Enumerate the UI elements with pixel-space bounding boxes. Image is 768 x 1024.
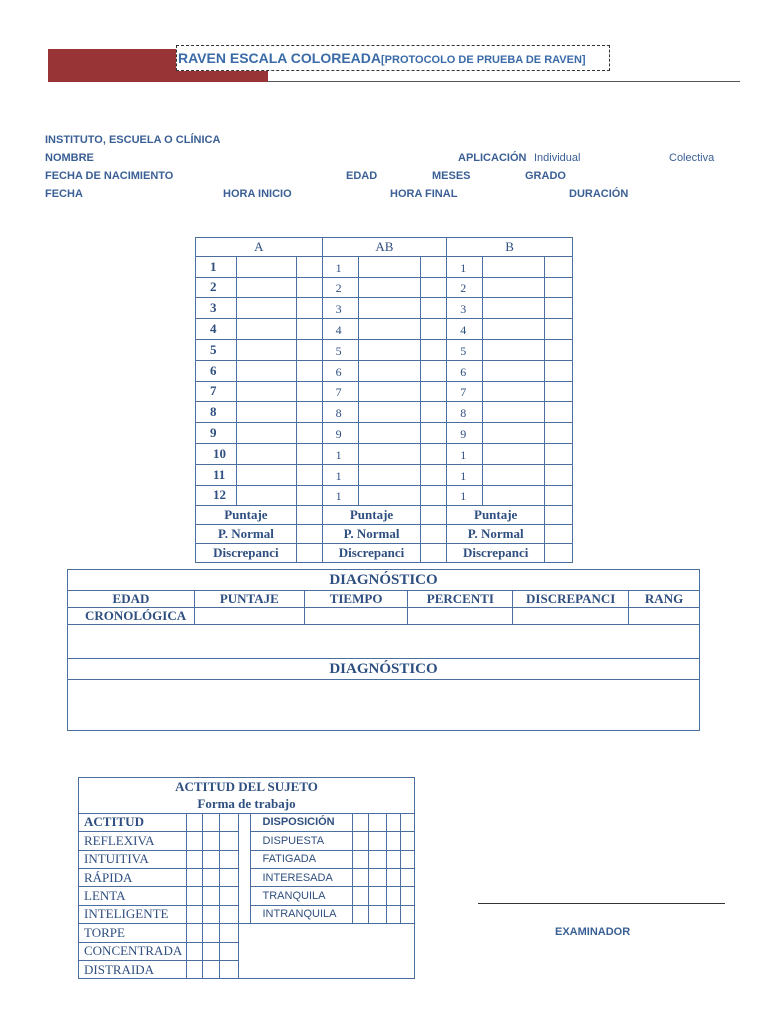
answer-cell[interactable] (483, 381, 545, 402)
check-cell[interactable] (421, 402, 447, 423)
checkbox-cell[interactable] (219, 813, 238, 831)
check-cell[interactable] (545, 339, 573, 360)
answer-cell[interactable] (421, 543, 447, 562)
attitude-row (79, 868, 415, 886)
check-cell[interactable] (545, 360, 573, 381)
time-value-cell[interactable] (304, 608, 408, 625)
item-number: 5 (322, 339, 358, 360)
item-number: 1 (322, 464, 358, 485)
attitude-item: RÁPIDA (79, 868, 187, 886)
check-cell[interactable] (545, 277, 573, 298)
start-time-label: HORA INICIO (223, 188, 292, 200)
answer-cell[interactable] (236, 464, 296, 485)
score-row (196, 381, 573, 402)
checkbox-cell[interactable] (219, 868, 238, 886)
checkbox-cell[interactable] (369, 832, 387, 850)
check-cell[interactable] (545, 256, 573, 277)
column-separator (238, 868, 250, 886)
checkbox-cell[interactable] (219, 960, 238, 978)
score-row (196, 256, 573, 277)
summary-label: P. Normal (322, 525, 421, 544)
end-time-label: HORA FINAL (390, 188, 458, 200)
checkbox-cell[interactable] (186, 813, 202, 831)
item-number: 6 (322, 360, 358, 381)
column-separator (238, 850, 250, 868)
age-label: EDAD (346, 170, 378, 182)
check-cell[interactable] (296, 402, 322, 423)
column-separator (238, 813, 250, 831)
attitude-item: INTUITIVA (79, 850, 187, 868)
attitude-row (79, 832, 415, 850)
check-cell[interactable] (545, 485, 573, 506)
summary-label: P. Normal (447, 525, 545, 544)
score-row (196, 277, 573, 298)
score-row (196, 402, 573, 423)
item-number: 7 (196, 381, 237, 402)
item-number: 2 (447, 277, 483, 298)
item-number: 4 (447, 319, 483, 340)
scores-header-row (196, 238, 573, 257)
collective-option: Colectiva (669, 152, 715, 164)
checkbox-cell[interactable] (202, 813, 219, 831)
attitude-item: CONCENTRADA (79, 942, 187, 960)
attitude-item: LENTA (79, 887, 187, 905)
checkbox-cell[interactable] (387, 832, 401, 850)
col-score: PUNTAJE (194, 591, 304, 608)
normal-score-row (196, 525, 573, 544)
set-b-header: B (447, 238, 573, 257)
disposition-item: INTRANQUILA (250, 905, 353, 923)
checkbox-cell[interactable] (202, 960, 219, 978)
answer-cell[interactable] (421, 506, 447, 525)
set-a-header: A (196, 238, 323, 257)
birthdate-label: FECHA DE NACIMIENTO (45, 170, 174, 182)
checkbox-cell[interactable] (202, 887, 219, 905)
checkbox-cell[interactable] (369, 905, 387, 923)
institute-label: INSTITUTO, ESCUELA O CLÍNICA (45, 134, 221, 146)
answer-cell[interactable] (358, 360, 421, 381)
disposition-item: TRANQUILA (250, 887, 353, 905)
check-cell[interactable] (421, 443, 447, 464)
months-label: MESES (432, 170, 471, 182)
check-cell[interactable] (421, 423, 447, 444)
item-number: 1 (322, 485, 358, 506)
item-number: 8 (322, 402, 358, 423)
answer-cell[interactable] (236, 485, 296, 506)
answer-cell[interactable] (483, 360, 545, 381)
check-cell[interactable] (296, 443, 322, 464)
examiner-label: EXAMINADOR (555, 926, 631, 938)
check-cell[interactable] (296, 319, 322, 340)
check-cell[interactable] (421, 485, 447, 506)
column-separator (238, 887, 250, 905)
checkbox-cell[interactable] (186, 887, 202, 905)
examiner-signature-line (478, 903, 725, 904)
answer-cell[interactable] (358, 256, 421, 277)
score-row (196, 339, 573, 360)
checkbox-cell[interactable] (219, 924, 238, 942)
check-cell[interactable] (545, 381, 573, 402)
col-time: TIEMPO (304, 591, 408, 608)
set-ab-header: AB (322, 238, 447, 257)
individual-option: Individual (534, 152, 581, 164)
checkbox-cell[interactable] (353, 813, 369, 831)
score-summary-row (196, 506, 573, 525)
checkbox-cell[interactable] (353, 905, 369, 923)
item-number: 6 (447, 360, 483, 381)
answer-cell[interactable] (483, 485, 545, 506)
item-number: 6 (196, 360, 237, 381)
item-number: 5 (447, 339, 483, 360)
percentile-value-cell[interactable] (408, 608, 513, 625)
answer-cell[interactable] (358, 298, 421, 319)
check-cell[interactable] (296, 360, 322, 381)
answer-cell[interactable] (236, 423, 296, 444)
item-number: 3 (196, 298, 237, 319)
check-cell[interactable] (545, 443, 573, 464)
checkbox-cell[interactable] (219, 850, 238, 868)
item-number: 12 (196, 485, 237, 506)
summary-label: Discrepanci (447, 543, 545, 562)
item-number: 3 (447, 298, 483, 319)
item-number: 1 (447, 485, 483, 506)
diagnosis-notes-area[interactable] (68, 680, 700, 731)
attitude-row (79, 813, 415, 831)
answer-cell[interactable] (358, 402, 421, 423)
item-number: 4 (196, 319, 237, 340)
answer-cell[interactable] (236, 339, 296, 360)
checkbox-cell[interactable] (186, 960, 202, 978)
title-box (176, 45, 610, 71)
check-cell[interactable] (296, 277, 322, 298)
checkbox-cell[interactable] (202, 905, 219, 923)
check-cell[interactable] (421, 339, 447, 360)
attitude-row (79, 887, 415, 905)
checkbox-cell[interactable] (401, 813, 415, 831)
check-cell[interactable] (421, 256, 447, 277)
check-cell[interactable] (296, 423, 322, 444)
item-number: 9 (322, 423, 358, 444)
answer-cell[interactable] (296, 525, 322, 544)
checkbox-cell[interactable] (186, 924, 202, 942)
item-number: 8 (447, 402, 483, 423)
discrepancy-value-cell[interactable] (513, 608, 629, 625)
checkbox-cell[interactable] (387, 887, 401, 905)
checkbox-cell[interactable] (202, 850, 219, 868)
col-percentile: PERCENTI (408, 591, 513, 608)
scores-table (195, 237, 573, 563)
check-cell[interactable] (545, 464, 573, 485)
check-cell[interactable] (296, 485, 322, 506)
checkbox-cell[interactable] (353, 832, 369, 850)
page-subtitle: [PROTOCOLO DE PRUEBA DE RAVEN] (381, 54, 586, 66)
attitude-title: ACTITUD DEL SUJETO (79, 778, 415, 796)
answer-cell[interactable] (483, 464, 545, 485)
page-title: RAVEN ESCALA COLOREADA (178, 50, 382, 66)
answer-cell[interactable] (236, 360, 296, 381)
checkbox-cell[interactable] (202, 924, 219, 942)
summary-label: Puntaje (196, 506, 297, 525)
answer-cell[interactable] (545, 543, 573, 562)
check-cell[interactable] (296, 256, 322, 277)
attitude-row (79, 905, 415, 923)
range-value-cell[interactable] (629, 608, 700, 625)
attitude-row (79, 850, 415, 868)
column-separator (238, 832, 250, 850)
name-label: NOMBRE (45, 152, 94, 164)
checkbox-cell[interactable] (369, 887, 387, 905)
summary-label: Discrepanci (196, 543, 297, 562)
check-cell[interactable] (545, 319, 573, 340)
check-cell[interactable] (421, 381, 447, 402)
checkbox-cell[interactable] (186, 942, 202, 960)
col-chronological: CRONOLÓGICA (68, 608, 195, 625)
attitude-table (78, 777, 415, 979)
answer-cell[interactable] (236, 443, 296, 464)
answer-cell[interactable] (236, 402, 296, 423)
item-number: 2 (322, 277, 358, 298)
item-number: 11 (196, 464, 237, 485)
disposition-header: DISPOSICIÓN (250, 813, 353, 831)
application-label: APLICACIÓN (458, 152, 527, 164)
check-cell[interactable] (545, 423, 573, 444)
item-number: 1 (447, 256, 483, 277)
score-row (196, 423, 573, 444)
attitude-row (79, 924, 415, 942)
answer-cell[interactable] (358, 423, 421, 444)
checkbox-cell[interactable] (219, 905, 238, 923)
attitude-item: TORPE (79, 924, 187, 942)
item-number: 1 (322, 256, 358, 277)
checkbox-cell[interactable] (353, 868, 369, 886)
checkbox-cell[interactable] (353, 850, 369, 868)
checkbox-cell[interactable] (186, 832, 202, 850)
answer-cell[interactable] (236, 381, 296, 402)
answer-cell[interactable] (483, 402, 545, 423)
disposition-item: INTERESADA (250, 868, 353, 886)
attitude-item: INTELIGENTE (79, 905, 187, 923)
item-number: 4 (322, 319, 358, 340)
summary-label: Puntaje (447, 506, 545, 525)
answer-cell[interactable] (358, 485, 421, 506)
answer-cell[interactable] (545, 506, 573, 525)
summary-label: Puntaje (322, 506, 421, 525)
check-cell[interactable] (421, 319, 447, 340)
score-row (196, 485, 573, 506)
checkbox-cell[interactable] (219, 832, 238, 850)
answer-cell[interactable] (483, 256, 545, 277)
answer-cell[interactable] (296, 506, 322, 525)
checkbox-cell[interactable] (353, 887, 369, 905)
item-number: 8 (196, 402, 237, 423)
score-row (196, 443, 573, 464)
answer-cell[interactable] (236, 298, 296, 319)
item-number: 1 (322, 443, 358, 464)
answer-cell[interactable] (483, 319, 545, 340)
checkbox-cell[interactable] (369, 868, 387, 886)
checkbox-cell[interactable] (219, 942, 238, 960)
checkbox-cell[interactable] (369, 813, 387, 831)
check-cell[interactable] (296, 381, 322, 402)
item-number: 1 (196, 256, 237, 277)
check-cell[interactable] (421, 464, 447, 485)
checkbox-cell[interactable] (401, 850, 415, 868)
item-number: 9 (196, 423, 237, 444)
diagnosis-title-2: DIAGNÓSTICO (68, 659, 700, 680)
check-cell[interactable] (545, 298, 573, 319)
answer-cell[interactable] (358, 464, 421, 485)
answer-cell[interactable] (358, 443, 421, 464)
answer-cell[interactable] (236, 277, 296, 298)
disposition-item: FATIGADA (250, 850, 353, 868)
checkbox-cell[interactable] (387, 868, 401, 886)
check-cell[interactable] (545, 402, 573, 423)
check-cell[interactable] (296, 339, 322, 360)
answer-cell[interactable] (296, 543, 322, 562)
answer-cell[interactable] (358, 381, 421, 402)
discrepancy-row (196, 543, 573, 562)
item-number: 1 (447, 464, 483, 485)
header-rule (268, 81, 740, 82)
checkbox-cell[interactable] (401, 868, 415, 886)
check-cell[interactable] (296, 464, 322, 485)
checkbox-cell[interactable] (202, 868, 219, 886)
summary-label: P. Normal (196, 525, 297, 544)
checkbox-cell[interactable] (401, 887, 415, 905)
disposition-item: DISPUESTA (250, 832, 353, 850)
checkbox-cell[interactable] (401, 832, 415, 850)
col-age: EDAD (68, 591, 195, 608)
answer-cell[interactable] (545, 525, 573, 544)
item-number: 3 (322, 298, 358, 319)
answer-cell[interactable] (483, 298, 545, 319)
checkbox-cell[interactable] (387, 813, 401, 831)
blank-area (238, 924, 414, 979)
score-row (196, 298, 573, 319)
checkbox-cell[interactable] (186, 850, 202, 868)
checkbox-cell[interactable] (186, 905, 202, 923)
answer-cell[interactable] (236, 256, 296, 277)
checkbox-cell[interactable] (387, 905, 401, 923)
score-row (196, 464, 573, 485)
attitude-subtitle: Forma de trabajo (79, 795, 415, 813)
checkbox-cell[interactable] (202, 832, 219, 850)
diagnosis-title: DIAGNÓSTICO (68, 570, 700, 591)
item-number: 1 (447, 443, 483, 464)
checkbox-cell[interactable] (202, 942, 219, 960)
duration-label: DURACIÓN (569, 188, 629, 200)
checkbox-cell[interactable] (219, 887, 238, 905)
score-row (196, 360, 573, 381)
checkbox-cell[interactable] (186, 868, 202, 886)
attitude-header: ACTITUD (79, 813, 187, 831)
col-range: RANG (629, 591, 700, 608)
answer-cell[interactable] (483, 443, 545, 464)
attitude-item: DISTRAIDA (79, 960, 187, 978)
answer-cell[interactable] (421, 525, 447, 544)
check-cell[interactable] (421, 360, 447, 381)
check-cell[interactable] (421, 298, 447, 319)
answer-cell[interactable] (358, 319, 421, 340)
grade-label: GRADO (525, 170, 566, 182)
diagnosis-table (67, 569, 700, 731)
answer-cell[interactable] (358, 339, 421, 360)
check-cell[interactable] (296, 298, 322, 319)
diagnosis-blank-row[interactable] (68, 625, 700, 659)
item-number: 2 (196, 277, 237, 298)
checkbox-cell[interactable] (401, 905, 415, 923)
score-row (196, 319, 573, 340)
score-value-cell[interactable] (194, 608, 304, 625)
date-label: FECHA (45, 188, 83, 200)
item-number: 5 (196, 339, 237, 360)
answer-cell[interactable] (358, 277, 421, 298)
item-number: 10 (196, 443, 237, 464)
attitude-item: REFLEXIVA (79, 832, 187, 850)
check-cell[interactable] (421, 277, 447, 298)
summary-label: Discrepanci (322, 543, 421, 562)
checkbox-cell[interactable] (387, 850, 401, 868)
item-number: 7 (447, 381, 483, 402)
checkbox-cell[interactable] (369, 850, 387, 868)
answer-cell[interactable] (483, 423, 545, 444)
column-separator (238, 905, 250, 923)
col-discrepancy: DISCREPANCI (513, 591, 629, 608)
answer-cell[interactable] (236, 319, 296, 340)
answer-cell[interactable] (483, 339, 545, 360)
item-number: 9 (447, 423, 483, 444)
item-number: 7 (322, 381, 358, 402)
answer-cell[interactable] (483, 277, 545, 298)
